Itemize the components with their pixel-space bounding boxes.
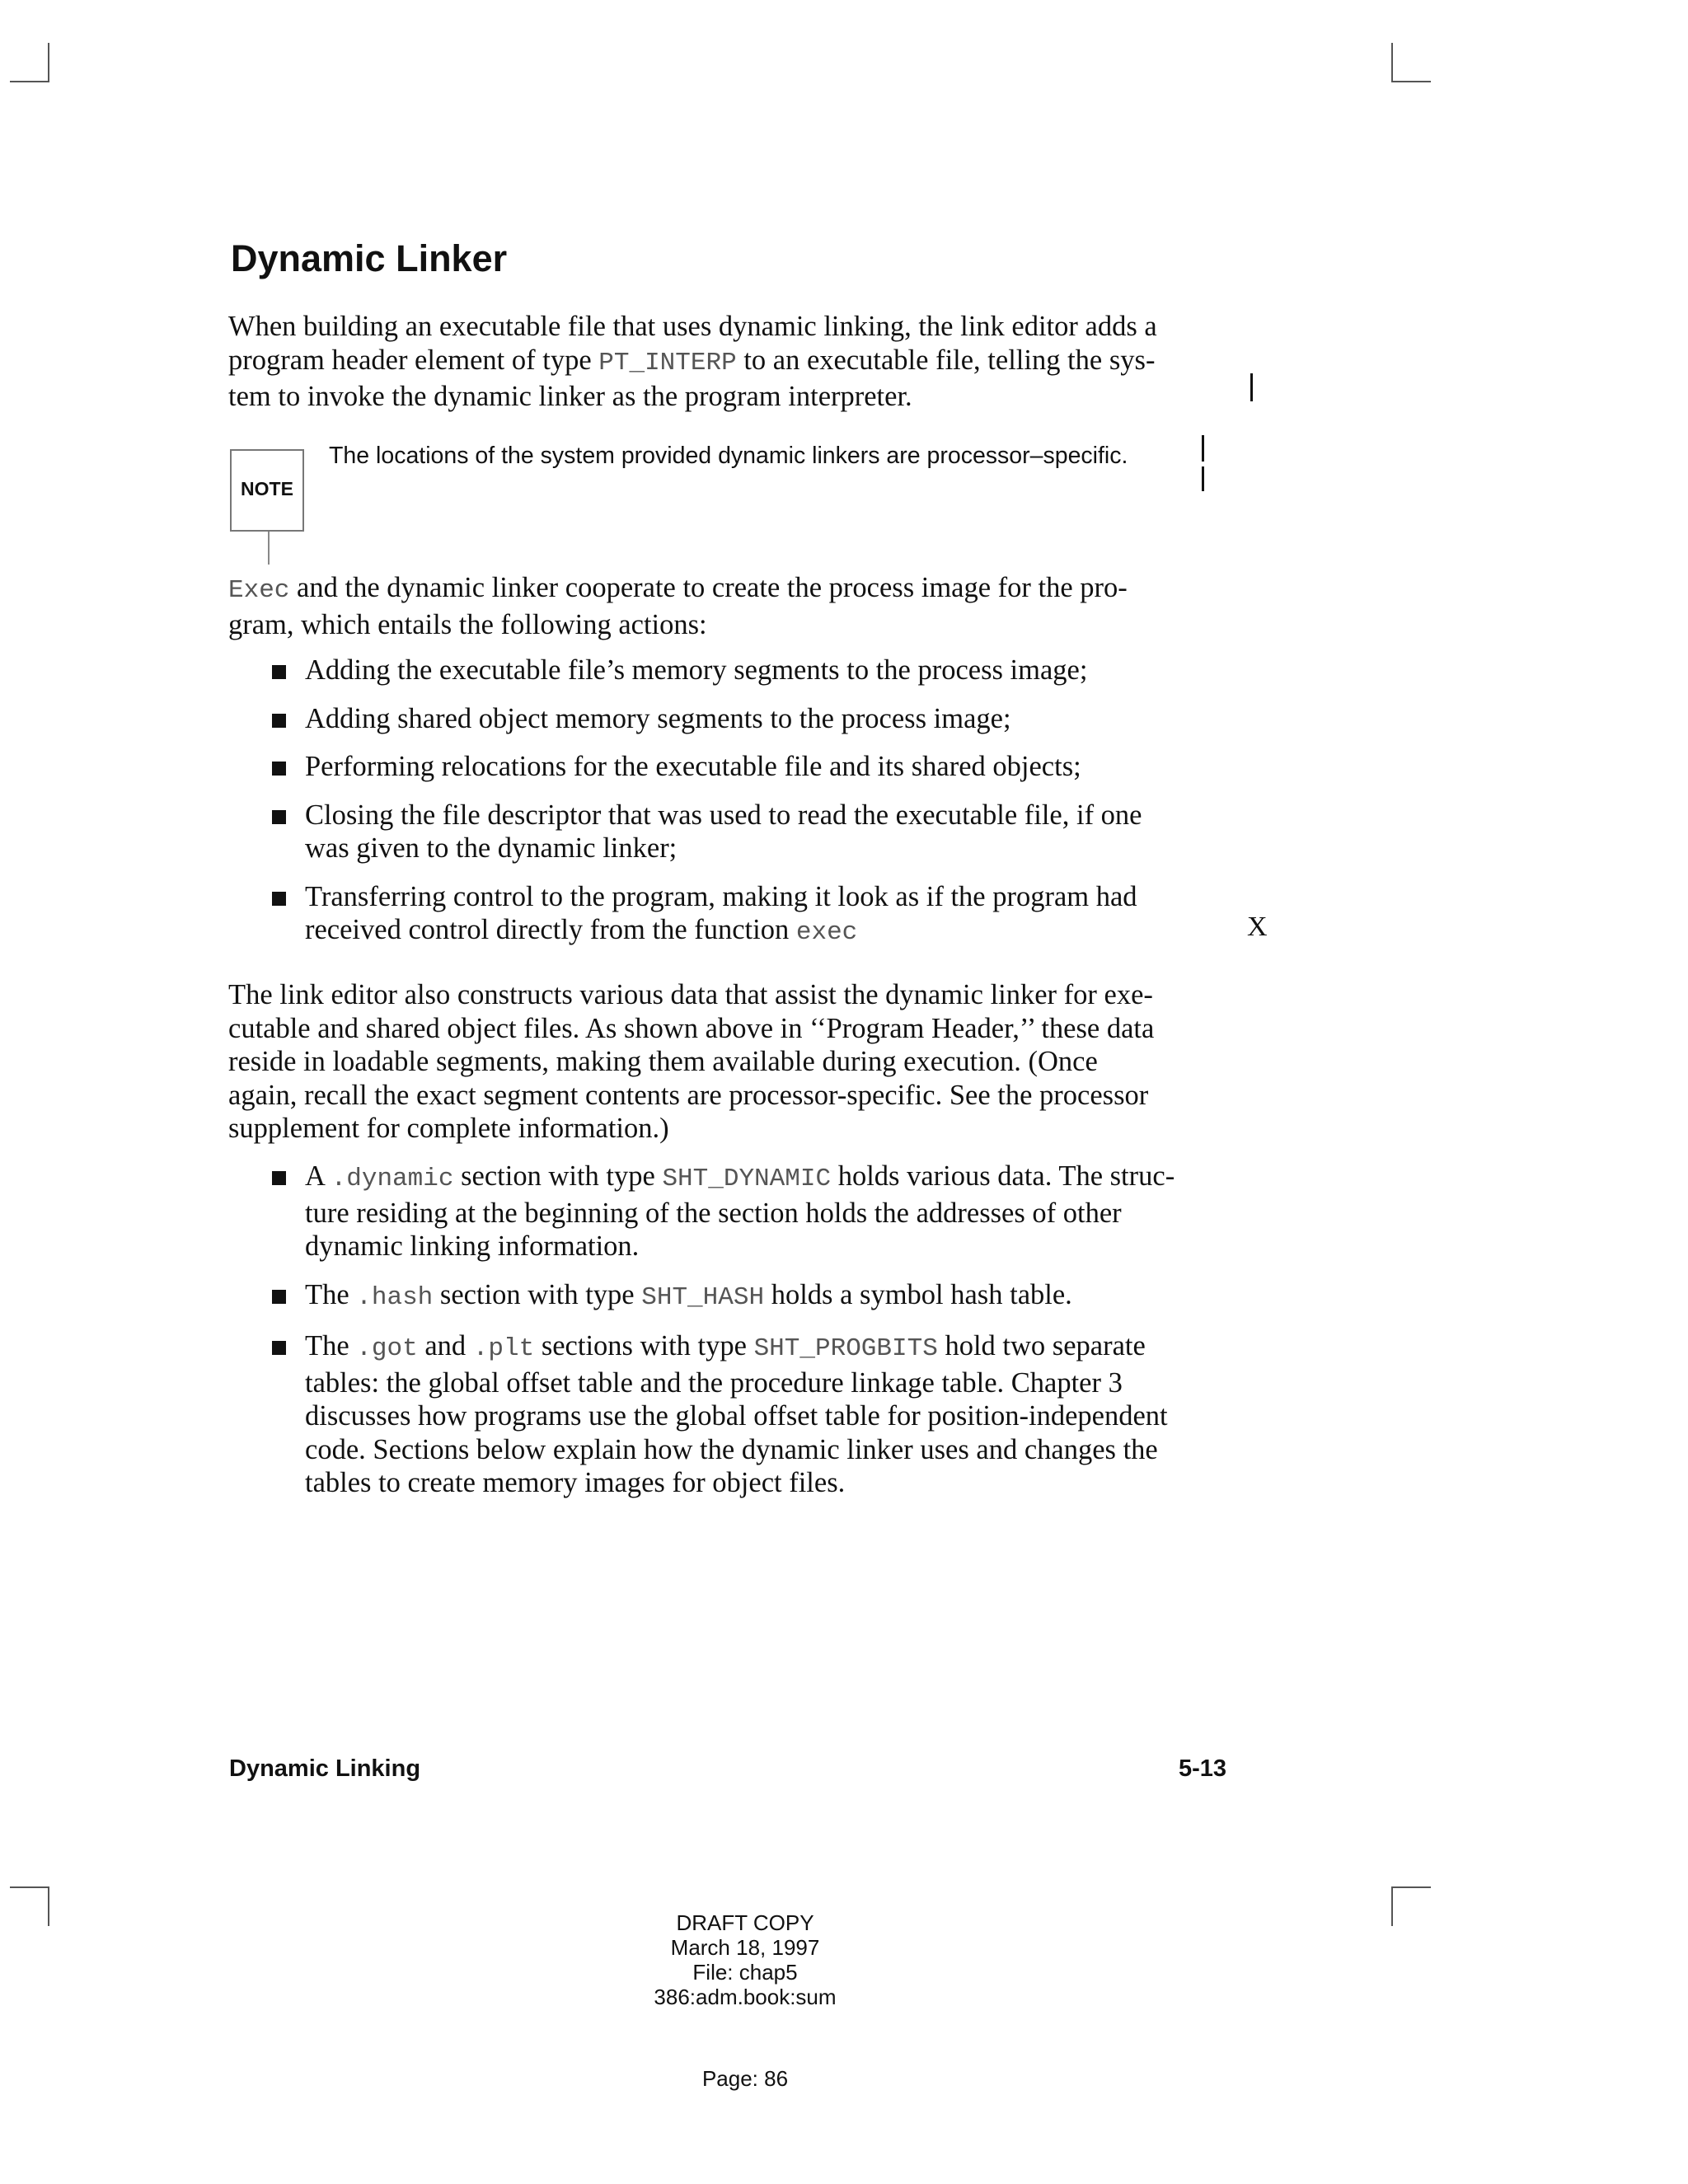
data-line-3: reside in loadable segments, making them available during execution. (Once (228, 1046, 1098, 1077)
list-item-dynamic (269, 1160, 1250, 1263)
draft-line-3: File: chap5 (692, 1960, 798, 1985)
bullet-icon (272, 1290, 286, 1304)
got-line-1 (305, 1329, 1250, 1366)
crop-mark-bottom-right-h (1391, 1886, 1431, 1888)
code-pt-interp: PT_INTERP (598, 348, 737, 377)
list-item (269, 880, 1250, 950)
footer-chapter: Dynamic Linking (229, 1755, 421, 1782)
margin-change-mark: X (1247, 912, 1268, 942)
crop-mark-bottom-right-v (1391, 1886, 1393, 1926)
list-item (269, 654, 1250, 687)
data-line-4: again, recall the exact segment contents are processor-specific. See the processor (228, 1079, 1149, 1111)
exec-line-1-text: and the dynamic linker cooperate to create the process image for the pro- (289, 572, 1128, 603)
draft-info (597, 1910, 893, 2009)
dynamic-mid: section with type (453, 1160, 663, 1192)
dynamic-line-1 (305, 1160, 1250, 1197)
hash-pre: The (305, 1278, 357, 1310)
code-sht-dynamic: SHT_DYNAMIC (662, 1165, 832, 1193)
intro-line-2-text: program header element of type (228, 344, 599, 376)
note-text: The locations of the system provided dynamic linkers are processor–specific. (329, 443, 1128, 469)
footer-page-number: 5-13 (1179, 1755, 1227, 1782)
hash-post: holds a symbol hash table. (764, 1278, 1072, 1310)
dynamic-line-3: dynamic linking information. (305, 1230, 640, 1262)
bullet-icon (272, 1341, 286, 1355)
data-line-5: supplement for complete information.) (228, 1113, 669, 1144)
list-item (269, 750, 1250, 784)
change-bar-intro (1250, 373, 1253, 401)
note-stem (268, 532, 270, 565)
code-got: .got (356, 1334, 418, 1363)
got-line-5: tables to create memory images for object files. (305, 1467, 846, 1498)
intro-line-1: When building an executable file that uses dynamic linking, the link editor adds a (228, 311, 1157, 342)
list-item (269, 702, 1250, 736)
got-mid: sections with type (534, 1330, 754, 1361)
exec-line-2: gram, which entails the following actions: (228, 608, 707, 640)
code-plt: .plt (472, 1334, 535, 1363)
got-line-4: code. Sections below explain how the dynamic linker uses and changes the (305, 1433, 1158, 1465)
got-line-2: tables: the global offset table and the procedure linkage table. Chapter 3 (305, 1366, 1123, 1399)
list-item-text: Performing relocations for the executable file and its shared objects; (305, 751, 1081, 782)
dynamic-line-2: ture residing at the beginning of the section holds the addresses of other (305, 1197, 1122, 1229)
page-label: Page: 86 (701, 2066, 789, 2091)
intro-paragraph (228, 310, 1238, 414)
got-line-3: discusses how programs use the global offset table for position-independent (305, 1400, 1168, 1432)
bullet-icon (272, 1171, 286, 1185)
list-item-text: Adding shared object memory segments to the process image; (305, 702, 1011, 734)
got-pre: The (305, 1330, 357, 1361)
list-item (269, 799, 1250, 865)
intro-line-2 (228, 344, 1238, 381)
draft-line-4: 386:adm.book:sum (654, 1985, 837, 2009)
crop-mark-bottom-left-h (10, 1886, 49, 1888)
actions-list (269, 654, 1250, 950)
list-item-line-1: Transferring control to the program, making it look as if the program had (305, 880, 1137, 912)
list-item-line-2-text: received control directly from the function (305, 914, 796, 945)
crop-mark-top-right-h (1391, 81, 1431, 82)
exec-line-1 (228, 571, 1238, 608)
list-item-hash (269, 1278, 1250, 1315)
data-line-1: The link editor also constructs various data that assist the dynamic linker for exe- (228, 979, 1153, 1010)
crop-mark-top-left-h (10, 81, 49, 82)
data-paragraph (228, 978, 1238, 1146)
draft-line-2: March 18, 1997 (670, 1935, 820, 1960)
list-item-line-2: was given to the dynamic linker; (305, 832, 678, 864)
sections-list (269, 1160, 1250, 1500)
list-item-line-1: Closing the file descriptor that was used to read the executable file, if one (305, 799, 1142, 831)
bullet-icon (272, 810, 286, 824)
list-item-line-2 (305, 913, 1250, 950)
code-exec-function: exec (795, 918, 858, 947)
code-hash: .hash (356, 1282, 434, 1312)
hash-line-1 (305, 1278, 1250, 1315)
page-title: Dynamic Linker (231, 237, 508, 279)
got-post: hold two separate (937, 1330, 1146, 1361)
bullet-icon (272, 714, 286, 728)
code-sht-progbits: SHT_PROGBITS (753, 1334, 938, 1363)
bullet-icon (272, 665, 286, 679)
code-dynamic: .dynamic (331, 1165, 454, 1193)
data-line-2: cutable and shared object files. As shown above in ‘‘Program Header,’’ these data (228, 1012, 1155, 1044)
note-label: NOTE (241, 478, 293, 499)
hash-mid: section with type (433, 1278, 642, 1310)
bullet-icon (272, 892, 286, 906)
code-sht-hash: SHT_HASH (641, 1282, 765, 1312)
exec-paragraph (228, 571, 1238, 641)
draft-line-1: DRAFT COPY (676, 1910, 814, 1935)
dynamic-a: A (305, 1160, 331, 1192)
intro-line-2-tail: to an executable file, telling the sys- (736, 344, 1156, 376)
dynamic-post: holds various data. The struc- (831, 1160, 1175, 1192)
intro-line-3: tem to invoke the dynamic linker as the program interpreter. (228, 381, 912, 412)
crop-mark-top-left-v (48, 43, 49, 82)
code-exec: Exec (228, 576, 290, 605)
change-bar-note-1 (1202, 435, 1204, 462)
got-and: and (417, 1330, 473, 1361)
list-item-got (269, 1329, 1250, 1500)
crop-mark-top-right-v (1391, 43, 1393, 82)
list-item-text: Adding the executable file’s memory segments to the process image; (305, 654, 1088, 686)
change-bar-note-2 (1202, 466, 1204, 491)
crop-mark-bottom-left-v (48, 1886, 49, 1926)
bullet-icon (272, 762, 286, 776)
